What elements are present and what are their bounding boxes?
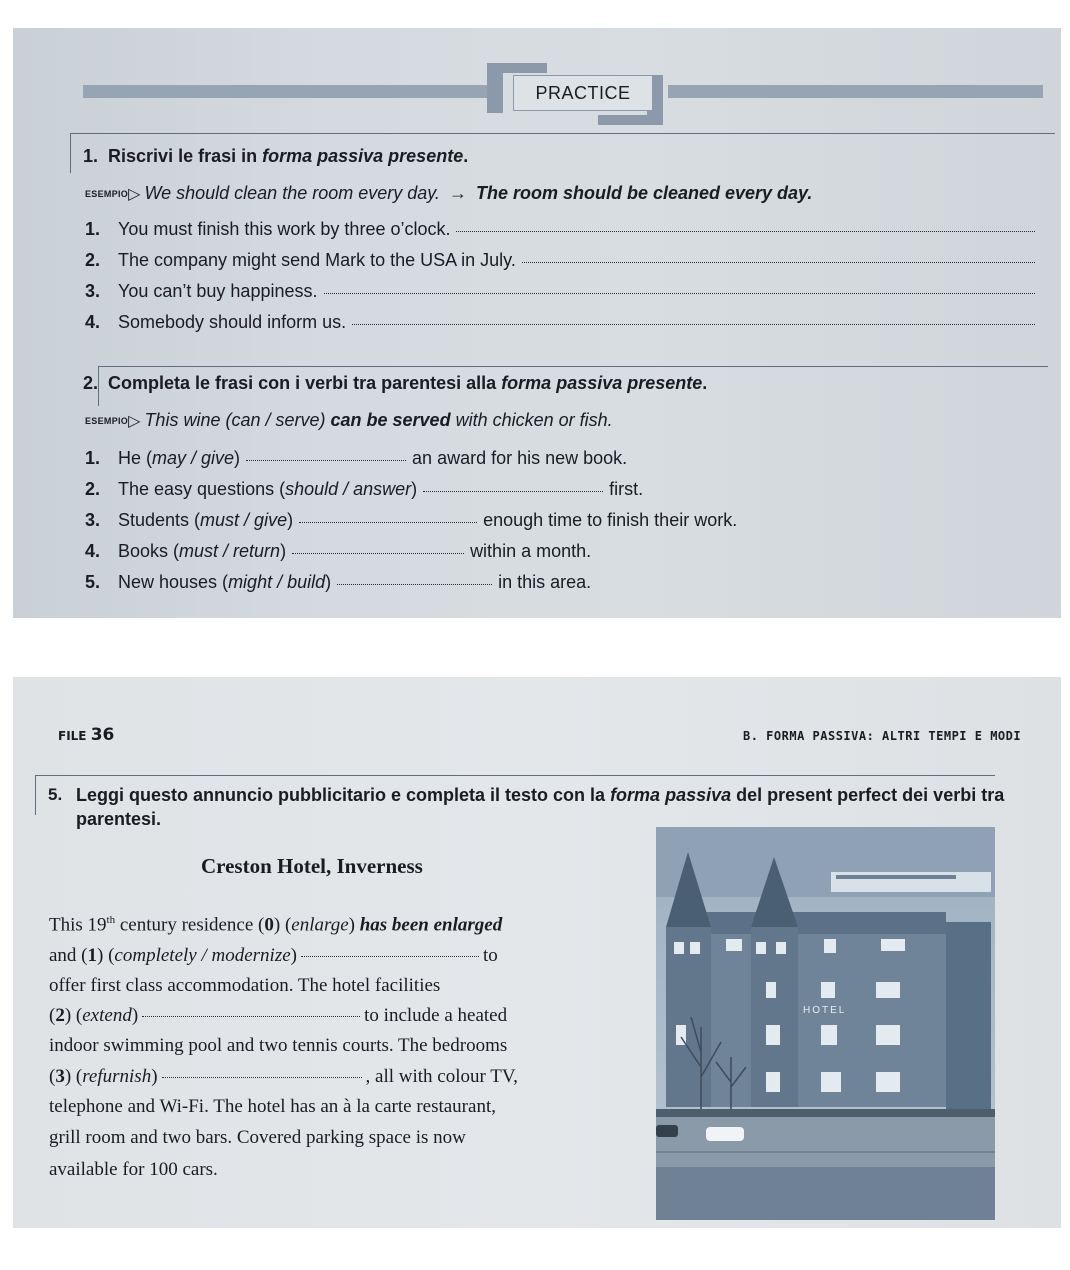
ad-text: ) (	[97, 945, 115, 966]
ex1-title-emphasis: forma passiva presente	[262, 146, 464, 166]
ad-text: century residence (	[115, 914, 265, 936]
ex5-title-text: Leggi questo annuncio pubblicitario e completa il testo con la	[76, 785, 611, 805]
answer-gap[interactable]	[292, 552, 464, 554]
ex2-example	[85, 410, 613, 431]
item-text: The company might send Mark to the USA in July.	[118, 250, 516, 270]
example-tag: ESEMPIO	[85, 189, 129, 199]
ad-text: )	[151, 1066, 158, 1087]
ad-gap-number: 2	[55, 1005, 65, 1026]
item-number: 1.	[85, 448, 101, 468]
item-ending: within a month.	[470, 541, 592, 561]
ex2-title-end: .	[702, 373, 708, 393]
item-number: 2.	[85, 250, 101, 270]
answer-gap[interactable]	[162, 1076, 362, 1078]
ex1-title	[83, 146, 468, 167]
right-arrow-icon: →	[448, 183, 467, 203]
ex1-example-source: We should clean the room every day.	[144, 183, 440, 203]
ad-line-5: indoor swimming pool and two tennis courts. The bedrooms	[49, 1035, 508, 1056]
ex2-title	[83, 373, 707, 394]
ex1-example	[85, 183, 812, 204]
answer-line[interactable]	[456, 230, 1035, 232]
item-paren: )	[287, 510, 294, 530]
ex2-item	[85, 572, 591, 593]
item-paren: )	[325, 572, 332, 592]
ad-line-9: available for 100 cars.	[49, 1159, 218, 1180]
answer-gap[interactable]	[301, 955, 479, 957]
ex5-separator	[35, 775, 995, 776]
ad-line-1	[49, 914, 502, 936]
item-number: 3.	[85, 281, 101, 301]
answer-line[interactable]	[352, 323, 1035, 325]
item-prefix: The easy questions (	[118, 479, 286, 499]
ad-gap-number: 3	[55, 1066, 65, 1087]
ad-text: ) (	[64, 1066, 83, 1087]
header-rule-left	[83, 85, 498, 98]
ex1-example-answer: The room should be cleaned every day.	[475, 183, 813, 203]
ad-line-8: grill room and two bars. Covered parking space is now	[49, 1127, 466, 1148]
ex2-item	[85, 510, 737, 531]
ad-verb: enlarge	[291, 914, 349, 936]
file-label-text: FILE	[58, 729, 87, 743]
ad-text: and (	[49, 945, 88, 966]
ex2-item	[85, 541, 591, 562]
item-ending: enough time to finish their work.	[483, 510, 738, 530]
answer-gap[interactable]	[423, 490, 603, 492]
ad-text: )	[348, 914, 360, 936]
ad-line-3: offer first class accommodation. The hotel facilities	[49, 975, 441, 996]
answer-line[interactable]	[522, 261, 1035, 263]
header-bracket-right-bottom	[598, 115, 663, 125]
ad-superscript: th	[106, 914, 116, 926]
item-number: 3.	[85, 510, 101, 530]
example-tag: ESEMPIO	[85, 416, 129, 426]
item-text: You must finish this work by three o’clock.	[118, 219, 451, 239]
ad-text: ) (	[273, 914, 292, 936]
ex2-example-prefix: This wine (can / serve)	[144, 410, 331, 430]
ad-title: Creston Hotel, Inverness	[201, 854, 423, 878]
ex1-number: 1.	[83, 146, 99, 166]
ex2-example-suffix: with chicken or fish.	[450, 410, 613, 430]
ex1-separator	[70, 133, 1055, 134]
workbook-page-top	[13, 28, 1061, 618]
item-number: 2.	[85, 479, 101, 499]
ex2-item	[85, 479, 643, 500]
header-bracket-left-top	[487, 63, 547, 73]
item-verb: may / give	[152, 448, 235, 468]
item-number: 4.	[85, 541, 101, 561]
hotel-photo	[656, 827, 995, 1220]
item-paren: )	[280, 541, 287, 561]
item-ending: an award for his new book.	[412, 448, 628, 468]
ad-verb: completely / modernize	[114, 945, 291, 966]
item-ending: in this area.	[498, 572, 592, 592]
ex5-separator-tick	[35, 775, 36, 815]
item-text: Somebody should inform us.	[118, 312, 347, 332]
item-verb: should / answer	[285, 479, 412, 499]
ad-text: )	[290, 945, 297, 966]
item-prefix: Books (	[118, 541, 180, 561]
ad-gap-number: 0	[264, 914, 274, 936]
ex1-item	[85, 219, 1035, 240]
answer-gap[interactable]	[337, 583, 492, 585]
answer-line[interactable]	[324, 292, 1036, 294]
item-verb: might / build	[228, 572, 326, 592]
item-prefix: He (	[118, 448, 153, 468]
ex1-separator-tick	[70, 133, 71, 173]
ex2-item	[85, 448, 627, 469]
answer-gap[interactable]	[142, 1015, 360, 1017]
ex2-number: 2.	[83, 373, 99, 393]
ad-text: (	[49, 1005, 56, 1026]
item-prefix: Students (	[118, 510, 201, 530]
ad-line-2	[49, 945, 498, 967]
ex1-title-end: .	[463, 146, 469, 166]
triangle-arrow-icon: ▷	[128, 413, 141, 430]
practice-label: PRACTICE	[535, 82, 631, 103]
item-number: 1.	[85, 219, 101, 239]
answer-gap[interactable]	[299, 521, 477, 523]
item-paren: )	[234, 448, 241, 468]
ad-line-7: telephone and Wi-Fi. The hotel has an à la carte restaurant,	[49, 1096, 496, 1117]
ex2-separator	[98, 366, 1048, 367]
item-text: You can’t buy happiness.	[118, 281, 318, 301]
file-number: 36	[90, 725, 115, 745]
triangle-arrow-icon: ▷	[128, 186, 141, 203]
ex1-item	[85, 312, 1035, 333]
ad-verb: extend	[82, 1005, 132, 1026]
ad-line-4	[49, 1005, 507, 1027]
item-prefix: New houses (	[118, 572, 229, 592]
item-paren: )	[411, 479, 418, 499]
ex1-title-text: Riscrivi le frasi in	[108, 146, 263, 166]
ad-example-answer: has been enlarged	[359, 914, 503, 936]
ex5-number: 5.	[48, 785, 63, 804]
ad-text: This 19	[49, 914, 107, 936]
ad-text: )	[131, 1005, 139, 1026]
file-label	[58, 725, 114, 745]
item-verb: must / return	[179, 541, 281, 561]
ex1-item	[85, 281, 1035, 302]
hotel-sign: HOTEL	[803, 1005, 847, 1016]
item-ending: first.	[609, 479, 644, 499]
ex5-title-emphasis: forma passiva	[610, 785, 732, 805]
ex2-title-emphasis: forma passiva presente	[501, 373, 703, 393]
item-number: 4.	[85, 312, 101, 332]
ex1-item	[85, 250, 1035, 271]
practice-header	[513, 75, 653, 111]
ad-text: , all with colour TV,	[365, 1066, 518, 1087]
ad-text: ) (	[64, 1005, 83, 1026]
ex5-title-end: del present perfect dei verbi tra parentesi.	[76, 785, 1005, 829]
item-number: 5.	[85, 572, 101, 592]
ex2-example-answer: can be served	[330, 410, 451, 430]
answer-gap[interactable]	[246, 459, 406, 461]
ad-text: to	[482, 945, 498, 966]
ex5-title	[76, 783, 1006, 831]
header-rule-right	[668, 85, 1043, 98]
ad-text: (	[49, 1066, 56, 1087]
ad-line-6	[49, 1066, 518, 1088]
ad-text: to include a heated	[364, 1005, 508, 1026]
ex2-title-text: Completa le frasi con i verbi tra parentesi alla	[108, 373, 502, 393]
workbook-page-bottom	[13, 677, 1061, 1228]
ad-gap-number: 1	[87, 945, 98, 966]
ad-verb: refurnish	[82, 1066, 152, 1087]
item-verb: must / give	[200, 510, 288, 530]
section-title: B. FORMA PASSIVA: ALTRI TEMPI E MODI	[743, 729, 1022, 743]
